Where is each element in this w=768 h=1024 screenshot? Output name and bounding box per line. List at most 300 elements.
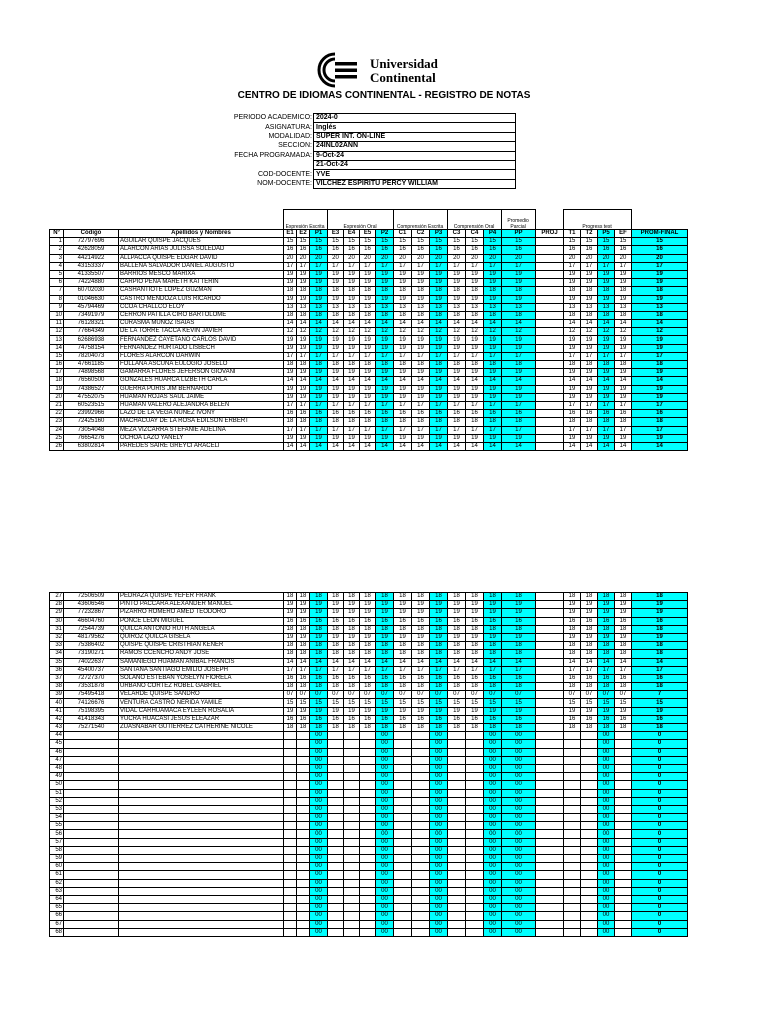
- grade-cell: 00: [484, 797, 502, 805]
- grade-cell: 17: [328, 352, 344, 360]
- grade-cell: [448, 871, 466, 879]
- grade-cell: 00: [310, 732, 328, 740]
- grade-cell: 19: [484, 434, 502, 442]
- grade-cell: [344, 789, 360, 797]
- grade-cell: 15: [502, 238, 536, 246]
- student-name: FOLLANA ASCUNA EULOGIO JOSELO: [119, 361, 284, 369]
- grade-cell: 14: [615, 320, 632, 328]
- student-name: AGUILAR QUISPE JACQUES: [119, 238, 284, 246]
- table-row: [50, 732, 688, 740]
- final-grade: 19: [632, 279, 688, 287]
- grade-cell: 19: [328, 385, 344, 393]
- grade-cell: 16: [615, 246, 632, 254]
- grade-cell: 17: [412, 352, 430, 360]
- grade-cell: [615, 920, 632, 928]
- grade-cell: 15: [297, 699, 310, 707]
- grade-cell: 20: [448, 254, 466, 262]
- grade-cell: 16: [297, 410, 310, 418]
- grade-cell: 13: [412, 303, 430, 311]
- student-code: 75271540: [64, 724, 119, 732]
- grade-cell: [344, 830, 360, 838]
- grade-cell: [119, 863, 284, 871]
- grade-cell: 17: [448, 262, 466, 270]
- row-number: 38: [50, 683, 64, 691]
- grade-cell: 00: [598, 879, 615, 887]
- grade-cell: 19: [394, 369, 412, 377]
- grade-cell: [64, 912, 119, 920]
- table-row: [50, 715, 688, 723]
- grade-cell: 17: [430, 352, 448, 360]
- student-code: 41335507: [64, 270, 119, 278]
- grade-cell: 20: [284, 254, 297, 262]
- grade-cell: 19: [466, 336, 484, 344]
- grade-cell: 18: [394, 642, 412, 650]
- final-grade: 0: [632, 838, 688, 846]
- grade-cell: 18: [284, 724, 297, 732]
- grade-cell: 12: [297, 328, 310, 336]
- grade-cell: 19: [310, 393, 328, 401]
- grade-cell: 14: [502, 658, 536, 666]
- grade-cell: [412, 805, 430, 813]
- grade-cell: 19: [297, 609, 310, 617]
- grade-cell: [536, 658, 564, 666]
- grade-cell: [564, 814, 581, 822]
- grade-cell: 16: [502, 617, 536, 625]
- grade-cell: [394, 895, 412, 903]
- grade-cell: 07: [430, 691, 448, 699]
- grade-cell: 16: [297, 715, 310, 723]
- info-label: COD-DOCENTE:: [257, 170, 312, 178]
- grade-cell: 16: [466, 674, 484, 682]
- grade-cell: 14: [484, 377, 502, 385]
- grade-cell: 19: [581, 609, 598, 617]
- grade-cell: 19: [284, 270, 297, 278]
- grade-cell: 15: [360, 238, 376, 246]
- grade-cell: 19: [297, 434, 310, 442]
- grade-cell: 17: [344, 262, 360, 270]
- grade-cell: 15: [412, 238, 430, 246]
- grade-cell: 16: [328, 715, 344, 723]
- grade-cell: 07: [328, 691, 344, 699]
- grade-cell: 00: [502, 805, 536, 813]
- grade-cell: 17: [412, 262, 430, 270]
- grade-cell: 16: [598, 715, 615, 723]
- grade-cell: [536, 715, 564, 723]
- grade-cell: 19: [284, 609, 297, 617]
- grade-cell: 18: [502, 683, 536, 691]
- grade-cell: 00: [310, 895, 328, 903]
- grade-cell: 15: [412, 699, 430, 707]
- grade-cell: [394, 879, 412, 887]
- grade-cell: [466, 904, 484, 912]
- grade-cell: 16: [615, 715, 632, 723]
- grade-cell: 16: [310, 410, 328, 418]
- grade-cell: 16: [284, 715, 297, 723]
- grade-cell: 18: [328, 593, 344, 601]
- grade-cell: 19: [310, 609, 328, 617]
- grade-cell: [564, 822, 581, 830]
- grade-cell: 17: [466, 352, 484, 360]
- final-grade: 18: [632, 593, 688, 601]
- grade-cell: 19: [297, 295, 310, 303]
- grade-cell: 16: [376, 674, 394, 682]
- table-row: [50, 625, 688, 633]
- grade-cell: 18: [360, 287, 376, 295]
- grade-cell: 19: [430, 369, 448, 377]
- grade-cell: 16: [412, 410, 430, 418]
- row-number: 64: [50, 895, 64, 903]
- grade-cell: 18: [581, 311, 598, 319]
- column-header: Apellidos y Nombres: [119, 230, 284, 238]
- grade-cell: 00: [310, 822, 328, 830]
- logo-text-line2: Continental: [370, 70, 436, 85]
- grade-cell: [328, 797, 344, 805]
- grade-cell: 18: [615, 593, 632, 601]
- grade-cell: [64, 732, 119, 740]
- grade-cell: 16: [564, 715, 581, 723]
- grade-cell: [64, 789, 119, 797]
- grade-cell: [615, 789, 632, 797]
- student-name: MEZA VIZCARRA STEFANIE ADELINA: [119, 426, 284, 434]
- grade-cell: 19: [581, 601, 598, 609]
- column-header: P1: [310, 230, 328, 238]
- table-row: [50, 904, 688, 912]
- grade-cell: 16: [430, 617, 448, 625]
- grade-cell: 19: [430, 385, 448, 393]
- grade-cell: 18: [284, 593, 297, 601]
- grade-cell: 00: [598, 797, 615, 805]
- grade-cell: 16: [412, 674, 430, 682]
- grade-cell: 00: [502, 871, 536, 879]
- grade-cell: 00: [430, 748, 448, 756]
- grade-cell: 00: [430, 814, 448, 822]
- grade-cell: 19: [581, 336, 598, 344]
- grade-cell: 00: [484, 920, 502, 928]
- grade-cell: [536, 666, 564, 674]
- grade-cell: [536, 805, 564, 813]
- grade-cell: [328, 863, 344, 871]
- student-name: FLORES ALARCON DARWIN: [119, 352, 284, 360]
- grade-cell: 19: [581, 279, 598, 287]
- grade-cell: [536, 410, 564, 418]
- grade-cell: 15: [376, 699, 394, 707]
- grade-cell: 19: [430, 270, 448, 278]
- student-code: 74386527: [64, 385, 119, 393]
- grade-cell: 00: [376, 846, 394, 854]
- grade-cell: [119, 904, 284, 912]
- grade-cell: 15: [284, 699, 297, 707]
- grade-cell: 17: [466, 666, 484, 674]
- grade-cell: 19: [376, 344, 394, 352]
- grade-cell: 20: [484, 254, 502, 262]
- grade-cell: 00: [430, 912, 448, 920]
- grade-cell: 18: [376, 361, 394, 369]
- grade-cell: [284, 822, 297, 830]
- grade-cell: 18: [598, 642, 615, 650]
- grade-cell: [394, 855, 412, 863]
- grade-cell: 19: [394, 344, 412, 352]
- group-promedio: Promedio Parcial: [501, 210, 535, 231]
- grade-cell: 18: [564, 287, 581, 295]
- grade-cell: [412, 912, 430, 920]
- row-number: 13: [50, 336, 64, 344]
- grade-cell: [328, 748, 344, 756]
- grade-cell: 19: [564, 270, 581, 278]
- grade-cell: [297, 871, 310, 879]
- grades-table-bottom: [49, 592, 688, 937]
- row-number: 6: [50, 279, 64, 287]
- grade-cell: 18: [310, 724, 328, 732]
- grade-cell: 14: [376, 320, 394, 328]
- grade-cell: 14: [328, 658, 344, 666]
- grade-cell: 19: [328, 336, 344, 344]
- info-row: [228, 114, 516, 123]
- grade-cell: 00: [598, 830, 615, 838]
- grade-cell: 13: [297, 303, 310, 311]
- grade-cell: 13: [564, 303, 581, 311]
- column-header: P3: [430, 230, 448, 238]
- grade-cell: 00: [430, 928, 448, 936]
- column-header: P5: [598, 230, 615, 238]
- grade-cell: 16: [344, 246, 360, 254]
- grade-cell: 14: [564, 320, 581, 328]
- grade-cell: [536, 601, 564, 609]
- grade-cell: 18: [448, 593, 466, 601]
- student-name: GONZALES HUARCA LIZBETH CARLA: [119, 377, 284, 385]
- grade-cell: 18: [581, 650, 598, 658]
- table-row: [50, 361, 688, 369]
- info-row: [228, 160, 516, 169]
- grade-cell: 19: [344, 295, 360, 303]
- grade-cell: 19: [394, 609, 412, 617]
- grade-cell: 15: [328, 699, 344, 707]
- row-number: 50: [50, 781, 64, 789]
- grade-cell: 19: [615, 369, 632, 377]
- grade-cell: 16: [581, 715, 598, 723]
- student-name: CURASMA MUÑOZ ISAIAS: [119, 320, 284, 328]
- grade-cell: [448, 879, 466, 887]
- info-row: [228, 179, 516, 188]
- grade-cell: 18: [466, 625, 484, 633]
- table-row: [50, 328, 688, 336]
- final-grade: 15: [632, 238, 688, 246]
- grade-cell: [581, 863, 598, 871]
- grade-cell: [536, 279, 564, 287]
- grade-cell: 12: [484, 328, 502, 336]
- grade-cell: 00: [430, 789, 448, 797]
- final-grade: 17: [632, 352, 688, 360]
- grade-cell: [119, 773, 284, 781]
- grade-cell: 19: [328, 270, 344, 278]
- grade-cell: [466, 773, 484, 781]
- grade-cell: [284, 928, 297, 936]
- grade-cell: 15: [394, 238, 412, 246]
- table-row: [50, 442, 688, 450]
- grade-cell: 18: [466, 311, 484, 319]
- grade-cell: 18: [484, 625, 502, 633]
- grade-cell: 20: [466, 254, 484, 262]
- grade-cell: 07: [484, 691, 502, 699]
- grade-cell: [328, 789, 344, 797]
- grade-cell: [328, 855, 344, 863]
- student-code: 48179562: [64, 633, 119, 641]
- grade-cell: [536, 683, 564, 691]
- grade-cell: 19: [564, 633, 581, 641]
- grade-cell: [448, 822, 466, 830]
- grade-cell: 18: [328, 642, 344, 650]
- grade-cell: 17: [502, 426, 536, 434]
- grade-cell: 17: [615, 666, 632, 674]
- student-name: GAMARRA FLORES JEFERSON GIOVANI: [119, 369, 284, 377]
- grade-cell: [328, 920, 344, 928]
- grade-cell: 18: [360, 311, 376, 319]
- grade-cell: 12: [310, 328, 328, 336]
- table-row: [50, 666, 688, 674]
- grade-cell: 19: [466, 707, 484, 715]
- student-name: CASTRO MENDOZA LUIS RICARDO: [119, 295, 284, 303]
- grade-cell: [297, 740, 310, 748]
- grade-cell: 17: [376, 352, 394, 360]
- grade-cell: 19: [360, 279, 376, 287]
- grade-cell: 19: [484, 609, 502, 617]
- grade-cell: [412, 773, 430, 781]
- logo-mark-icon: [313, 52, 359, 88]
- grade-cell: 16: [502, 715, 536, 723]
- grade-cell: 18: [376, 418, 394, 426]
- group-comp-escrita: Comprensión Escrita: [393, 210, 447, 231]
- grade-cell: 18: [344, 593, 360, 601]
- final-grade: 0: [632, 789, 688, 797]
- final-grade: 0: [632, 822, 688, 830]
- grade-cell: 19: [564, 369, 581, 377]
- grade-cell: 19: [598, 393, 615, 401]
- grade-cell: 15: [448, 699, 466, 707]
- grade-cell: [284, 887, 297, 895]
- table-row: [50, 830, 688, 838]
- grade-cell: 19: [484, 393, 502, 401]
- grade-cell: [536, 328, 564, 336]
- grade-cell: 15: [466, 699, 484, 707]
- grade-cell: [64, 846, 119, 854]
- grade-cell: [536, 642, 564, 650]
- grade-cell: 12: [466, 328, 484, 336]
- grade-cell: 19: [376, 270, 394, 278]
- grade-cell: 00: [310, 904, 328, 912]
- grade-cell: 19: [310, 385, 328, 393]
- grade-cell: 16: [430, 246, 448, 254]
- grade-cell: 00: [598, 732, 615, 740]
- grade-cell: [615, 748, 632, 756]
- grade-cell: 18: [484, 287, 502, 295]
- grade-cell: 18: [297, 593, 310, 601]
- grade-cell: 19: [344, 369, 360, 377]
- final-grade: 18: [632, 650, 688, 658]
- row-number: 58: [50, 846, 64, 854]
- column-header: Código: [64, 230, 119, 238]
- column-header: C2: [412, 230, 430, 238]
- grade-cell: 14: [598, 658, 615, 666]
- grade-cell: 19: [502, 707, 536, 715]
- student-code: 76128321: [64, 320, 119, 328]
- student-code: 47552075: [64, 393, 119, 401]
- grade-cell: 16: [328, 246, 344, 254]
- grade-cell: 14: [394, 320, 412, 328]
- grade-cell: 00: [484, 740, 502, 748]
- row-number: 49: [50, 773, 64, 781]
- grade-cell: 19: [328, 393, 344, 401]
- row-number: 41: [50, 707, 64, 715]
- row-number: 65: [50, 904, 64, 912]
- grade-cell: 16: [412, 246, 430, 254]
- grade-cell: [297, 781, 310, 789]
- grade-cell: 00: [310, 740, 328, 748]
- grade-cell: 17: [448, 426, 466, 434]
- final-grade: 0: [632, 756, 688, 764]
- grade-cell: 14: [394, 658, 412, 666]
- table-row: [50, 295, 688, 303]
- final-grade: 17: [632, 666, 688, 674]
- student-code: 73531878: [64, 683, 119, 691]
- grade-cell: 18: [448, 625, 466, 633]
- row-number: 60: [50, 863, 64, 871]
- grade-cell: 18: [412, 287, 430, 295]
- grade-cell: [360, 781, 376, 789]
- grade-cell: 16: [598, 410, 615, 418]
- grade-cell: [536, 838, 564, 846]
- grade-cell: [394, 764, 412, 772]
- grade-cell: 18: [430, 642, 448, 650]
- row-number: 51: [50, 789, 64, 797]
- table-row: [50, 838, 688, 846]
- grade-cell: 00: [376, 797, 394, 805]
- grade-cell: [394, 773, 412, 781]
- grade-cell: 17: [284, 262, 297, 270]
- grade-cell: 14: [430, 320, 448, 328]
- table-row: [50, 846, 688, 854]
- grade-cell: 16: [484, 674, 502, 682]
- grade-cell: 18: [430, 287, 448, 295]
- grade-cell: 17: [502, 666, 536, 674]
- grade-cell: 17: [502, 262, 536, 270]
- grade-cell: [536, 732, 564, 740]
- grade-cell: 15: [344, 238, 360, 246]
- grade-cell: 00: [310, 879, 328, 887]
- grade-cell: 18: [598, 683, 615, 691]
- grade-cell: [284, 830, 297, 838]
- final-grade: 0: [632, 740, 688, 748]
- grade-cell: 07: [564, 691, 581, 699]
- grade-cell: [360, 756, 376, 764]
- grade-cell: [564, 789, 581, 797]
- grade-cell: 19: [564, 609, 581, 617]
- grade-cell: 14: [310, 658, 328, 666]
- grade-cell: 18: [615, 418, 632, 426]
- row-number: 35: [50, 658, 64, 666]
- grade-cell: 19: [502, 393, 536, 401]
- grade-cell: 19: [615, 601, 632, 609]
- grade-cell: 13: [360, 303, 376, 311]
- grade-cell: [581, 773, 598, 781]
- grade-cell: 19: [598, 369, 615, 377]
- final-grade: 16: [632, 410, 688, 418]
- student-code: 45400737: [64, 666, 119, 674]
- grade-cell: 14: [376, 442, 394, 450]
- grade-cell: 00: [484, 871, 502, 879]
- grade-cell: [394, 781, 412, 789]
- grade-cell: 19: [598, 434, 615, 442]
- grade-cell: 14: [581, 320, 598, 328]
- grade-cell: 16: [394, 715, 412, 723]
